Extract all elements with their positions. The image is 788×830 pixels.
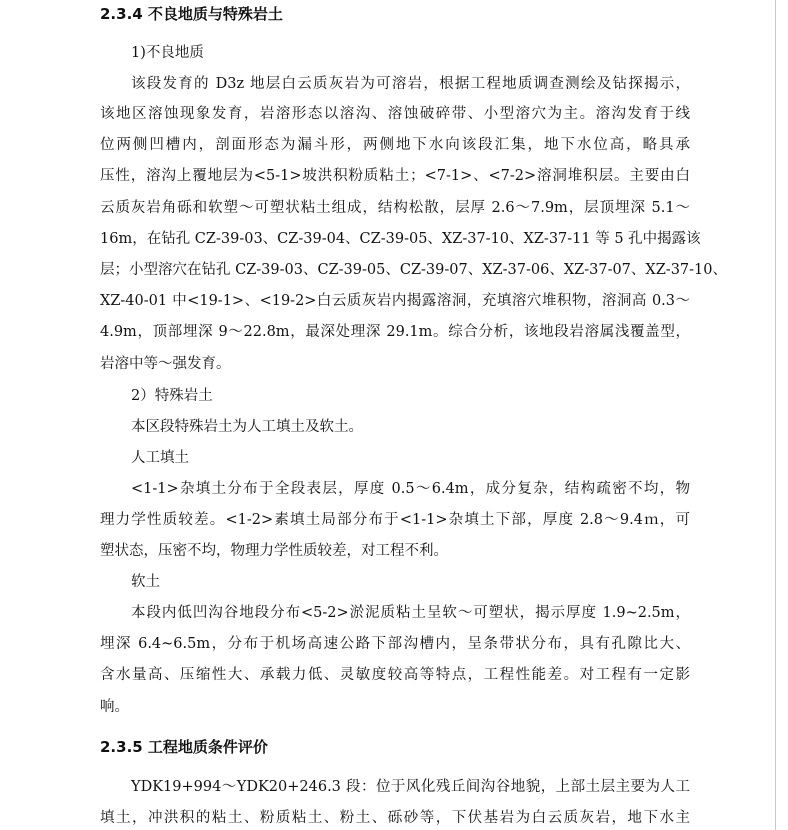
paragraph-line: XZ-40-01 中<19-1>、<19-2>白云质灰岩内揭露溶洞，充填溶穴堆积物，溶洞高 0.3～ xyxy=(100,293,690,309)
paragraph-line: 岩溶中等～强发育。 xyxy=(100,356,231,372)
paragraph-line: <1-1>杂填土分布于全段表层，厚度 0.5～6.4m，成分复杂，结构疏密不均，物 xyxy=(131,481,690,497)
paragraph-line: 压性，溶沟上覆地层为<5-1>坡洪积粉质粘土；<7-1>、<7-2>溶洞堆积层。主要由白 xyxy=(100,168,690,184)
section-heading-2-3-5: 2.3.5 工程地质条件评价 xyxy=(100,738,268,756)
paragraph-line: 塑状态，压密不均，物理力学性质较差，对工程不利。 xyxy=(100,543,448,559)
special-soil-intro: 本区段特殊岩土为人工填土及软土。 xyxy=(131,419,363,435)
paragraph-line: 本段内低凹沟谷地段分布<5-2>淤泥质粘土呈软～可塑状，揭示厚度 1.9~2.5m， xyxy=(131,605,690,621)
subsection-title-bad-geology: 1)不良地质 xyxy=(131,45,204,61)
paragraph-line: 该段发育的 D3z 地层白云质灰岩为可溶岩，根据工程地质调查测绘及钻探揭示， xyxy=(131,76,690,92)
paragraph-line: 位两侧凹槽内，剖面形态为漏斗形，两侧地下水向该段汇集，地下水位高，略具承 xyxy=(100,137,690,153)
paragraph-line: 该地区溶蚀现象发育，岩溶形态以溶沟、溶蚀破碎带、小型溶穴为主。溶沟发育于线 xyxy=(100,106,690,122)
paragraph-line: 层；小型溶穴在钻孔 CZ-39-03、CZ-39-05、CZ-39-07、XZ-37-06、XZ-37-07、XZ-37-10、 xyxy=(100,262,728,278)
paragraph-line: YDK19+994～YDK20+246.3 段：位于风化残丘间沟谷地貌，上部土层主要为人工 xyxy=(131,779,690,795)
paragraph-line: 含水量高、压缩性大、承载力低、灵敏度较高等特点，工程性能差。对工程有一定影 xyxy=(100,667,690,683)
paragraph-line: 云质灰岩角砾和软塑～可塑状粘土组成，结构松散，层厚 2.6～7.9m，层顶埋深 5.1～ xyxy=(100,200,690,216)
paragraph-line: 4.9m，顶部埋深 9～22.8m，最深处理深 29.1m。综合分析，该地段岩溶属浅覆盖型， xyxy=(100,324,690,340)
paragraph-line: 埋深 6.4~6.5m，分布于机场高速公路下部沟槽内，呈条带状分布，具有孔隙比大、 xyxy=(100,636,690,652)
paragraph-line: 填土，冲洪积的粘土、粉质粘土、粉土、砾砂等，下伏基岩为白云质灰岩，地下水主 xyxy=(100,810,690,826)
section-heading-2-3-4: 2.3.4 不良地质与特殊岩土 xyxy=(100,5,283,23)
artificial-fill-title: 人工填土 xyxy=(131,450,189,466)
subsection-title-special-soil: 2）特殊岩土 xyxy=(131,388,213,404)
paragraph-line: 理力学性质较差。<1-2>素填土局部分布于<1-1>杂填土下部，厚度 2.8～9.4ｍ，可 xyxy=(100,512,690,528)
paragraph-line: 响。 xyxy=(100,699,129,715)
paragraph-line: 16m，在钻孔 CZ-39-03、CZ-39-04、CZ-39-05、XZ-37-10、XZ-37-11 等 5 孔中揭露该 xyxy=(100,231,701,247)
page-edge-rule xyxy=(775,0,776,830)
soft-soil-title: 软土 xyxy=(131,574,160,590)
